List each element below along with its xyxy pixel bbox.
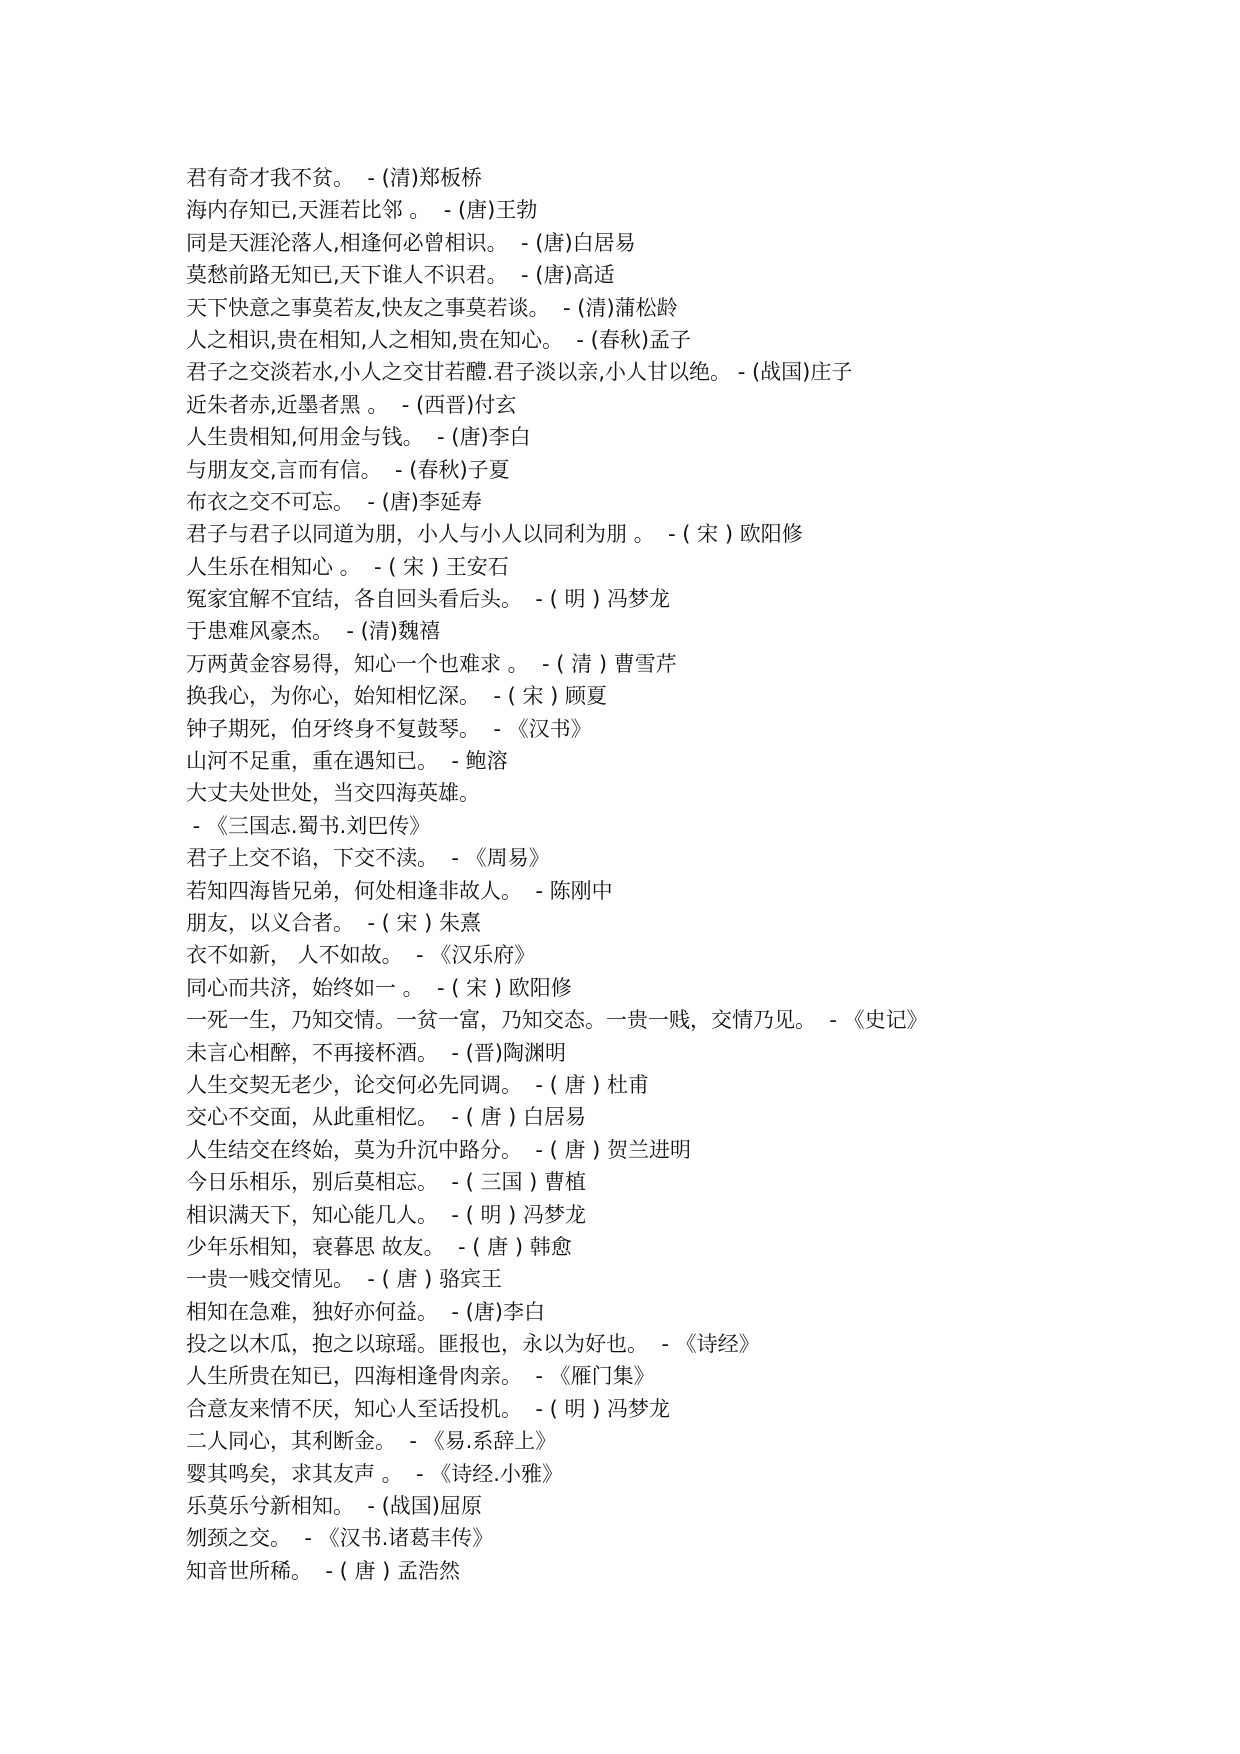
- quote-line: 近朱者赤,近墨者黑 。 - (西晋)付玄: [186, 392, 517, 417]
- quote-line: 今日乐相乐，别后莫相忘。 - ( 三国 ) 曹植: [186, 1170, 587, 1195]
- quote-line: 二人同心，其利断金。 - 《易.系辞上》: [186, 1429, 557, 1454]
- quote-line: 同是天涯沦落人,相逢何必曾相识。 - (唐)白居易: [186, 230, 636, 255]
- quote-line: 合意友来情不厌，知心人至话投机。 - ( 明 ) 冯梦龙: [186, 1396, 671, 1421]
- quote-line: 冤家宜解不宜结，各自回头看后头。 - ( 明 ) 冯梦龙: [186, 587, 671, 612]
- quote-line: 君子上交不谄，下交不渎。 - 《周易》: [186, 846, 550, 871]
- quote-line: 刎颈之交。 - 《汉书.诸葛丰传》: [186, 1526, 494, 1551]
- quote-line: 莫愁前路无知已,天下谁人不识君。 - (唐)高适: [186, 263, 615, 288]
- quote-line: 与朋友交,言而有信。 - (春秋)子夏: [186, 457, 510, 482]
- quote-line: 交心不交面，从此重相忆。 - ( 唐 ) 白居易: [186, 1105, 587, 1130]
- quote-line: 乐莫乐兮新相知。 - (战国)屈原: [186, 1494, 482, 1519]
- quote-line: 投之以木瓜，抱之以琼瑶。匪报也，永以为好也。 - 《诗经》: [186, 1332, 760, 1357]
- quote-line: 钟子期死，伯牙终身不复鼓琴。 - 《汉书》: [186, 716, 592, 741]
- quote-line: 朋友，以义合者。 - ( 宋 ) 朱熹: [186, 910, 482, 935]
- quote-line: 山河不足重，重在遇知已。 - 鲍溶: [186, 749, 508, 774]
- quote-line: 一贵一贱交情见。 - ( 唐 ) 骆宾王: [186, 1267, 503, 1292]
- quote-line: 衣不如新， 人不如故。 - 《汉乐府》: [186, 943, 536, 968]
- quote-list: [186, 162, 1186, 1587]
- quote-line: 同心而共济，始终如一 。 - ( 宋 ) 欧阳修: [186, 975, 572, 1000]
- quote-line: 人生所贵在知已，四海相逢骨肉亲。 - 《雁门集》: [186, 1364, 655, 1389]
- quote-line: 未言心相醉，不再接杯酒。 - (晋)陶渊明: [186, 1040, 566, 1065]
- quote-line: 大丈夫处世处，当交四海英雄。: [186, 781, 480, 806]
- quote-line: 君子之交淡若水,小人之交甘若醴.君子淡以亲,小人甘以绝。 - (战国)庄子: [186, 360, 853, 385]
- quote-line: 人生结交在终始，莫为升沉中路分。 - ( 唐 ) 贺兰进明: [186, 1137, 692, 1162]
- quote-line: 海内存知已,天涯若比邻 。 - (唐)王勃: [186, 198, 538, 223]
- quote-line: - 《三国志.蜀书.刘巴传》: [186, 813, 431, 838]
- quote-line: 婴其鸣矣，求其友声 。 - 《诗经.小雅》: [186, 1461, 563, 1486]
- quote-line: 布衣之交不可忘。 - (唐)李延寿: [186, 489, 482, 514]
- quote-line: 相识满天下，知心能几人。 - ( 明 ) 冯梦龙: [186, 1202, 587, 1227]
- quote-line: 少年乐相知，衰暮思 故友。 - ( 唐 ) 韩愈: [186, 1234, 572, 1259]
- quote-line: 人生贵相知,何用金与钱。 - (唐)李白: [186, 425, 531, 450]
- quote-line: 天下快意之事莫若友,快友之事莫若谈。 - (清)蒲松龄: [186, 295, 678, 320]
- quote-line: 君子与君子以同道为朋，小人与小人以同利为朋 。 - ( 宋 ) 欧阳修: [186, 522, 803, 547]
- quote-line: 相知在急难，独好亦何益。 - (唐)李白: [186, 1299, 545, 1324]
- quote-line: 万两黄金容易得，知心一个也难求 。 - ( 清 ) 曹雪芹: [186, 651, 677, 676]
- quote-line: 人之相识,贵在相知,人之相知,贵在知心。 - (春秋)孟子: [186, 327, 692, 352]
- quote-line: 知音世所稀。 - ( 唐 ) 孟浩然: [186, 1558, 461, 1583]
- quote-line: 若知四海皆兄弟，何处相逢非故人。 - 陈刚中: [186, 878, 613, 903]
- quote-line: 人生交契无老少，论交何必先同调。 - ( 唐 ) 杜甫: [186, 1072, 650, 1097]
- quote-line: 于患难风豪杰。 - (清)魏禧: [186, 619, 440, 644]
- quote-line: 换我心，为你心，始知相忆深。 - ( 宋 ) 顾夏: [186, 684, 608, 709]
- quote-line: 人生乐在相知心 。 - ( 宋 ) 王安石: [186, 554, 509, 579]
- quote-line: 一死一生，乃知交情。一贫一富，乃知交态。一贵一贱，交情乃见。 - 《史记》: [186, 1008, 928, 1033]
- quote-line: 君有奇才我不贫。 - (清)郑板桥: [186, 166, 482, 190]
